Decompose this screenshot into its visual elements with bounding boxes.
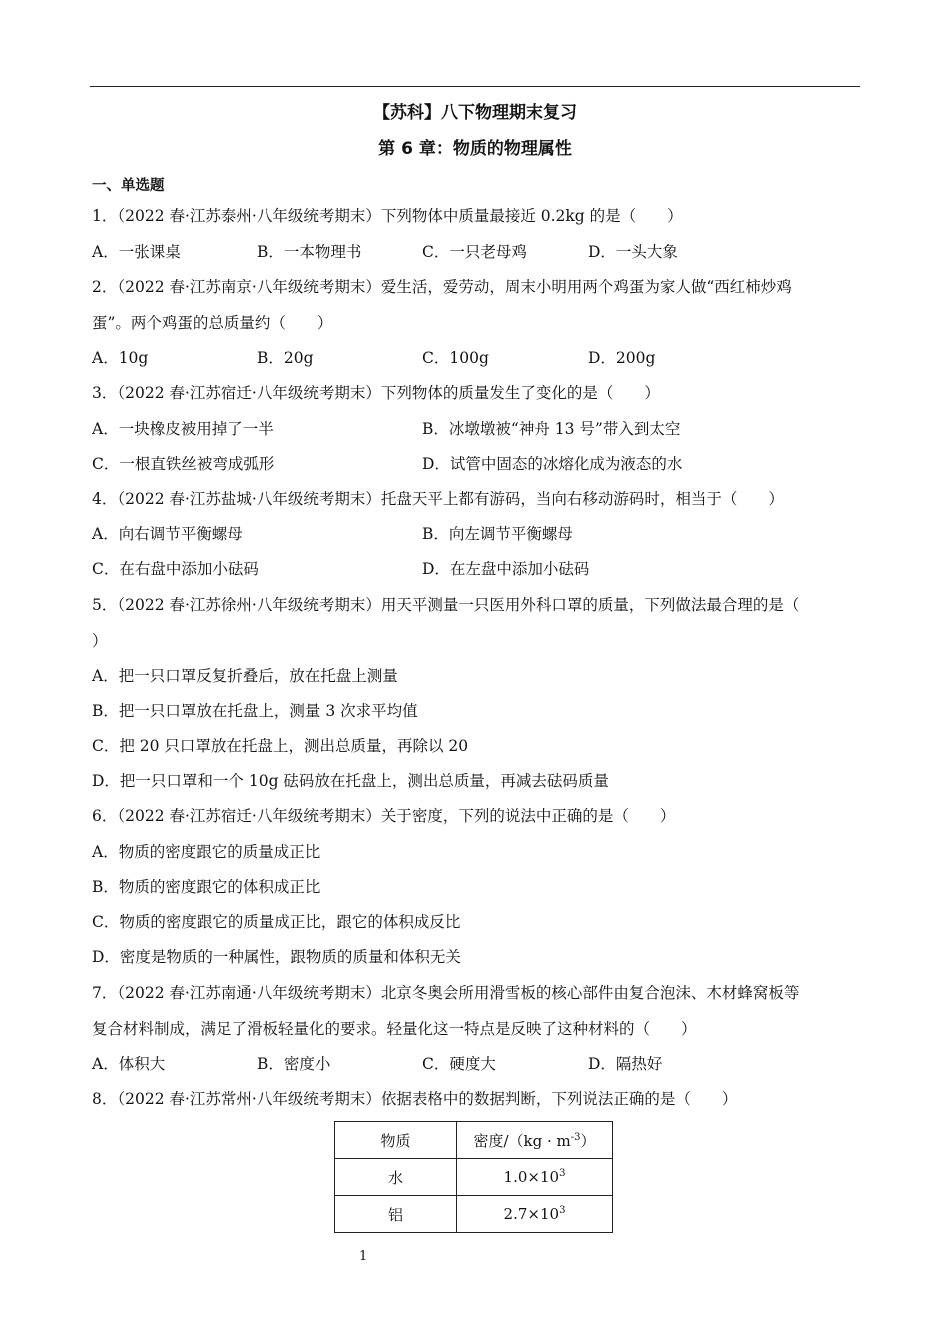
table-row [335, 1196, 613, 1233]
question-3-options-row1 [92, 419, 860, 439]
option-d: D．在左盘中添加小砝码 [422, 560, 590, 578]
question-7-text: 7．（2022 春·江苏南通·八年级统考期末）北京冬奥会所用滑雪板的核心部件由复合泡沫、木材蜂窝板等 [92, 984, 800, 1002]
option-b: B．密度小 [257, 1055, 331, 1073]
option-d: D．密度是物质的一种属性，跟物质的质量和体积无关 [92, 948, 461, 966]
option-a: A．把一只口罩反复折叠后，放在托盘上测量 [92, 667, 398, 685]
option-c: C．硬度大 [422, 1055, 496, 1073]
document-title: 【苏科】八下物理期末复习 [373, 103, 577, 123]
question-3-options-row2 [92, 454, 860, 474]
option-c: C．在右盘中添加小砝码 [92, 560, 259, 578]
option-a: A．物质的密度跟它的质量成正比 [92, 843, 321, 861]
page-number: 1 [359, 1249, 368, 1264]
option-c: C．把 20 只口罩放在托盘上，测出总质量，再除以 20 [92, 737, 469, 755]
table-header-row [335, 1122, 613, 1159]
section-title: 一、单选题 [92, 178, 165, 194]
option-b: B．向左调节平衡螺母 [422, 525, 573, 543]
question-7-text-cont: 复合材料制成，满足了滑板轻量化的要求。轻量化这一特点是反映了这种材料的（ ） [92, 1020, 697, 1038]
question-4-options-row2 [92, 559, 860, 579]
table-row [335, 1159, 613, 1196]
option-a: A．向右调节平衡螺母 [92, 525, 243, 543]
question-2-text-cont: 蛋”。两个鸡蛋的总质量约（ ） [92, 314, 333, 332]
question-6-text: 6．（2022 春·江苏宿迁·八年级统考期末）关于密度，下列的说法中正确的是（ ） [92, 807, 676, 825]
cell-substance: 铝 [335, 1196, 457, 1233]
header-density: 密度$/(kg \cdot m^{-3})$ [457, 1122, 613, 1159]
cell-density: $1.0\times 10^3$ [457, 1159, 613, 1196]
question-4-text: 4．（2022 春·江苏盐城·八年级统考期末）托盘天平上都有游码，当向右移动游码时，相当于（ ） [92, 490, 784, 508]
option-d: D．隔热好 [588, 1055, 663, 1073]
option-b: B．物质的密度跟它的体积成正比 [92, 878, 321, 896]
header-rule [90, 86, 860, 87]
question-4-options-row1 [92, 524, 860, 544]
option-c: C．一只老母鸡 [422, 243, 527, 261]
option-b: B．一本物理书 [257, 243, 362, 261]
question-2-text: 2．（2022 春·江苏南京·八年级统考期末）爱生活，爱劳动，周末小明用两个鸡蛋为家人做“西红柿炒鸡 [92, 278, 792, 296]
option-d: D．把一只口罩和一个 10g 砝码放在托盘上，测出总质量，再减去砝码质量 [92, 772, 609, 790]
question-7-options [92, 1054, 860, 1074]
question-8-text: 8．（2022 春·江苏常州·八年级统考期末）依据表格中的数据判断，下列说法正确的是（ ） [92, 1090, 738, 1108]
header-substance: 物质 [335, 1122, 457, 1159]
option-a: A．10g [92, 349, 149, 367]
option-c: C．100g [422, 349, 489, 367]
question-2-options [92, 348, 860, 368]
option-b: B．冰墩墩被“神舟 13 号”带入到太空 [422, 420, 681, 438]
question-5-text: 5．（2022 春·江苏徐州·八年级统考期末）用天平测量一只医用外科口罩的质量，下列做法最合理的是（ [92, 596, 800, 614]
option-d: D．200g [588, 349, 656, 367]
question-1-text: 1．（2022 春·江苏泰州·八年级统考期末）下列物体中质量最接近 0.2kg 的是（ ） [92, 207, 683, 225]
option-a: A．一张课桌 [92, 243, 181, 261]
option-b: B．20g [257, 349, 314, 367]
option-b: B．把一只口罩放在托盘上，测量 3 次求平均值 [92, 702, 418, 720]
option-c: C．物质的密度跟它的质量成正比，跟它的体积成反比 [92, 913, 461, 931]
cell-substance: 水 [335, 1159, 457, 1196]
density-table [334, 1121, 613, 1233]
question-5-text-cont: ） [92, 632, 108, 650]
option-d: D．一头大象 [588, 243, 678, 261]
option-a: A．一块橡皮被用掉了一半 [92, 420, 274, 438]
option-c: C．一根直铁丝被弯成弧形 [92, 455, 275, 473]
option-d: D．试管中固态的冰熔化成为液态的水 [422, 455, 683, 473]
question-1-options [92, 242, 860, 262]
cell-density: $2.7\times 10^3$ [457, 1196, 613, 1233]
question-3-text: 3．（2022 春·江苏宿迁·八年级统考期末）下列物体的质量发生了变化的是（ ） [92, 384, 660, 402]
chapter-title: 第 6 章：物质的物理属性 [378, 139, 572, 159]
option-a: A．体积大 [92, 1055, 166, 1073]
